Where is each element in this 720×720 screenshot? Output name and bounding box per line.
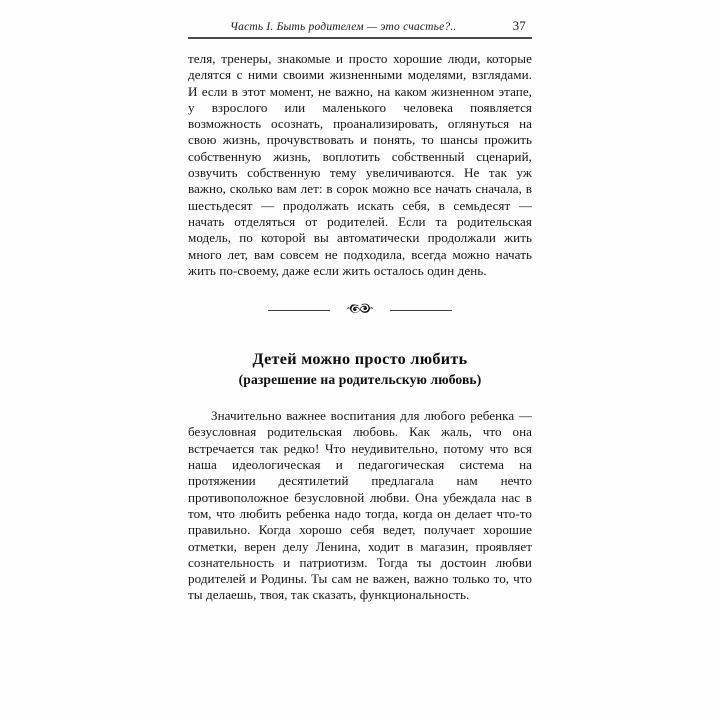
header-divider-rule — [188, 37, 532, 39]
running-head — [188, 18, 532, 34]
section-subheading: (разрешение на родительскую любовь) — [238, 372, 482, 388]
fleuron-ornament-icon — [334, 301, 386, 317]
page-number: 37 — [512, 18, 526, 33]
section-heading-group — [188, 349, 532, 389]
running-head-title: Часть I. Быть родителем — это счастье?.. — [230, 21, 457, 33]
page-text-block — [188, 18, 532, 604]
section-heading: Детей можно просто любить — [252, 350, 468, 369]
section-ornament-divider — [188, 297, 532, 323]
body-copy-section — [188, 408, 532, 604]
ornament-rule-right — [390, 310, 452, 311]
ornament-rule-left — [268, 310, 330, 311]
paragraph-continued: теля, тренеры, знакомые и просто хорошие люди, которые делятся с ними своими жизненными моделями, взглядами. И если в этот момент, не важно, на каком жизненном этапе, у взрослого или маленького человека появляется возможность осознать, проанализировать, оглянуться на свою жизнь, прочувствовать и понять, то шансы прожить собственную жизнь, воплотить собственный сценарий, озвучить собственную тему увеличиваются. Не так уж важно, сколько вам лет: в сорок можно все начать сначала, в шестьдесят — продолжать искать себя, в семьдесят — начать отделяться от родителей. Если та родительская модель, по которой вы автоматически продолжали жить много лет, вам совсем не подходила, всегда можно начать жить по-своему, даже если жить осталось один день. — [188, 51, 532, 278]
body-copy-continued — [188, 51, 532, 279]
paragraph-section-opening: Значительно важнее воспитания для любого ребенка — безусловная родительская любовь. Как жаль, что она встречается так редко! Что неудивительно, потому что вся наша идеологическая и педагогическая система на протяжении десятилетий предлагала нам нечто противоположное безусловной любви. Она убеждала нас в том, что любить ребенка надо тогда, когда он делает что-то правильно. Когда хорошо себя ведет, получает хорошие отметки, верен делу Ленина, ходит в магазин, проявляет сознательность и патриотизм. Тогда ты достоин любви родителей и Родины. Ты сам не важен, важно только то, что ты делаешь, твоя, так сказать, функциональность. — [188, 408, 532, 603]
